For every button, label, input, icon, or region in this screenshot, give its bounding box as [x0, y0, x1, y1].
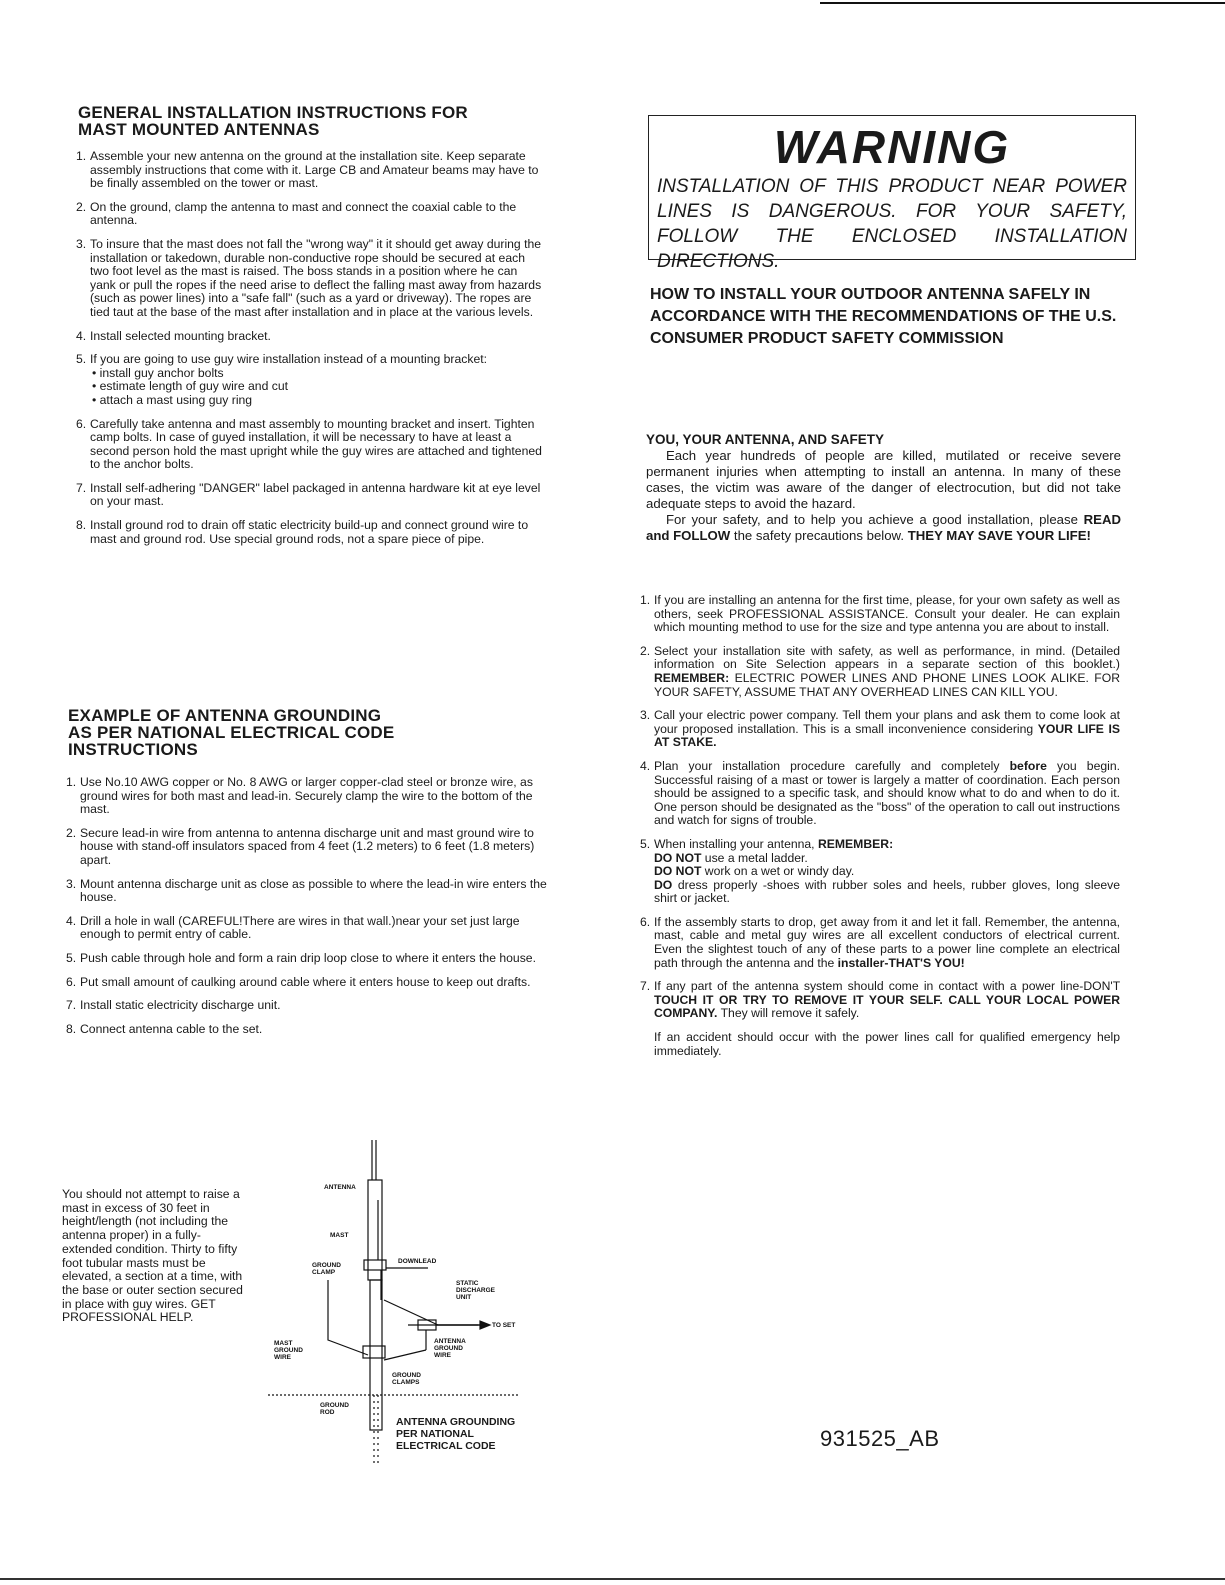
label-antenna-ground-wire: ANTENNA GROUND WIRE [434, 1338, 466, 1359]
item-text: Install selected mounting bracket. [90, 328, 271, 343]
item-emphasis: YOUR LIFE IS AT STAKE. [654, 721, 1121, 750]
item-emphasis: before [1009, 758, 1047, 773]
list-item [66, 952, 556, 966]
general-title-line1: GENERAL INSTALLATION INSTRUCTIONS FOR [78, 103, 468, 122]
item-emphasis: REMEMBER: [817, 836, 894, 851]
grounding-title-line3: INSTRUCTIONS [68, 740, 198, 759]
list-item [66, 827, 556, 868]
item-number: 5. [640, 836, 651, 851]
safety-item [640, 838, 1120, 906]
item-number: 5. [76, 352, 87, 367]
item-subline [654, 879, 1120, 906]
item-number: 8. [76, 518, 87, 533]
item-number: 4. [640, 758, 651, 773]
item-text: If the assembly starts to drop, get away from it and let it fall. Remember, the antenna, mast, cable and metal guy wires are all excellent conductors of electrical current. Even the slightest touch of any of these parts to a power line complete an electrical path through the antenna and the [654, 914, 1120, 970]
item-text: Assemble your new antenna on the ground at the installation site. Keep separate assembly instructions that come with it. Large CB and Amateur beams may have to be finally assembled on the tower or mast. [90, 149, 539, 191]
document-number: 931525_AB [820, 1426, 940, 1451]
safety-item [640, 916, 1120, 970]
item-number: 3. [640, 708, 651, 723]
safety-section [646, 432, 1121, 544]
item-emphasis: installer-THAT'S YOU! [837, 955, 965, 970]
item-text: Select your installation site with safety, as well as performance, in mind. (Detailed information on Site Selection appears in a separate section of this booklet.) [654, 643, 1120, 672]
intro-2c: the safety precautions below. [733, 528, 905, 543]
label-antenna: ANTENNA [324, 1184, 356, 1191]
item-text: Install static electricity discharge unit. [80, 998, 281, 1013]
item-text: If any part of the antenna system should come in contact with a power line-DON'T [654, 979, 1120, 994]
item-text: Connect antenna cable to the set. [80, 1021, 263, 1036]
list-item [76, 201, 546, 228]
item-number: 7. [66, 998, 77, 1013]
item-text: Push cable through hole and form a rain drip loop close to where it enters the house. [80, 950, 536, 965]
safety-items [640, 594, 1120, 1068]
safety-item [640, 645, 1120, 699]
label-mast: MAST [330, 1232, 349, 1239]
diagram-caption-line2: PER NATIONAL [396, 1428, 474, 1440]
item-text: Install ground rod to drain off static electricity build-up and connect ground wire to mast and ground rod. Use special ground rods, not a spare piece of pipe. [90, 518, 529, 546]
list-item [66, 1023, 556, 1037]
grounding-title-line2: AS PER NATIONAL ELECTRICAL CODE [68, 723, 395, 742]
intro-2a: For your safety, and to help you achieve a good installation, please [666, 512, 1078, 527]
item-number: 7. [76, 480, 87, 495]
item-text: On the ground, clamp the antenna to mast and connect the coaxial cable to the antenna. [90, 199, 517, 228]
list-item [76, 482, 546, 509]
item-number: 3. [66, 876, 77, 891]
sub-item: • estimate length of guy wire and cut [92, 379, 288, 394]
diagram-caption-line3: ELECTRICAL CODE [396, 1440, 496, 1452]
label-to-set: TO SET [492, 1322, 516, 1329]
list-item [76, 238, 546, 320]
label-ground-clamp: GROUND CLAMP [312, 1262, 341, 1276]
item-subline [654, 865, 1120, 879]
safety-item [640, 980, 1120, 1021]
item-number: 2. [640, 643, 651, 658]
intro-2b: READ and FOLLOW [646, 512, 1121, 543]
general-title-line2: MAST MOUNTED ANTENNAS [78, 120, 320, 139]
grounding-diagram [268, 1140, 568, 1470]
list-item [66, 878, 556, 905]
list-item [76, 519, 546, 546]
item-text: Install self-adhering "DANGER" label packaged in antenna hardware kit at eye level on your mast. [90, 480, 541, 509]
item-emphasis: REMEMBER: [654, 670, 730, 685]
general-steps [76, 150, 546, 556]
warning-text: INSTALLATION OF THIS PRODUCT NEAR POWER LINES IS DANGEROUS. FOR YOUR SAFETY, FOLLOW THE ENCLOSED INSTALLATION DIRECTIONS. [657, 176, 1127, 272]
diagram-caption-line1: ANTENNA GROUNDING [396, 1416, 516, 1428]
item-number: 6. [66, 974, 77, 989]
list-item [76, 418, 546, 472]
item-number: 1. [76, 149, 87, 163]
sub-item: • install guy anchor bolts [92, 365, 224, 380]
grounding-steps [66, 776, 556, 1046]
bottom-rule [0, 1578, 1225, 1580]
item-text-cont: They will remove it safely. [720, 1006, 860, 1021]
safety-title: YOU, YOUR ANTENNA, AND SAFETY [646, 432, 885, 447]
item-number: 4. [66, 913, 77, 928]
list-item [66, 915, 556, 942]
item-text: Carefully take antenna and mast assembly to mounting bracket and insert. Tighten camp bolts. In case of guyed installation, it will be necessary to have at least a second person hold the mast upright while the guy wires are attached and tightened to the anchor bolts. [90, 416, 542, 472]
label-static-unit: STATIC DISCHARGE UNIT [456, 1280, 496, 1301]
list-item [76, 150, 546, 191]
item-text: If an accident should occur with the power lines call for qualified emergency help immediately. [654, 1030, 1120, 1058]
item-subline-text: work on a wet or windy day. [704, 864, 855, 879]
item-number: 6. [76, 416, 87, 431]
item-text: To insure that the mast does not fall the "wrong way" it it should get away during the installation or takedown, durable non-conductive rope should be secured at each two foot level as the mast is raised. The boss stands in a position where he can yank or pull the ropes if the need arise to deflect the falling mast away from hazards (such as power lines) into a "safe fall" (such as a yard or driveway). The ropes are tied taut at the base of the mast after installation and in place at the various levels. [90, 236, 542, 319]
item-number: 2. [76, 199, 87, 214]
label-ground-rod: GROUND ROD [320, 1402, 349, 1416]
item-text: When installing your antenna, [654, 836, 815, 851]
side-note: You should not attempt to raise a mast in excess of 30 feet in height/length (not including the antenna proper) in a fully-extended condition. Thirty to fifty foot tubular masts must be elevated, a section at a time, with the base or outer section secured in place with guy wires. GET PROFESSIONAL HELP. [62, 1187, 243, 1325]
item-subline-emphasis: DO NOT [654, 850, 702, 865]
item-text-cont: ELECTRIC POWER LINES AND PHONE LINES LOOK ALIKE. FOR YOUR SAFETY, ASSUME THAT ANY OVERHEAD LINES CAN KILL YOU. [654, 670, 1121, 699]
warning-title: WARNING [773, 121, 1011, 173]
item-number: 3. [76, 236, 87, 251]
item-number: 6. [640, 914, 651, 929]
top-rule [820, 2, 1225, 4]
list-item [66, 776, 556, 817]
item-number: 1. [640, 593, 651, 607]
label-mast-ground-wire: MAST GROUND WIRE [274, 1340, 303, 1361]
item-text: Mount antenna discharge unit as close as possible to where the lead-in wire enters the house. [80, 876, 547, 905]
item-number: 5. [66, 950, 77, 965]
safety-intro-1: Each year hundreds of people are killed, mutilated or receive severe permanent injuries when attempting to install an antenna. In many of these cases, the victim was aware of the danger of electrocution, but did not take adequate steps to avoid the hazard. [646, 448, 1121, 511]
item-text: Drill a hole in wall (CAREFUL!There are wires in that wall.)near your set just large enough to permit entry of cable. [80, 913, 520, 942]
intro-2d: THEY MAY SAVE YOUR LIFE! [907, 528, 1091, 543]
item-number: 7. [640, 979, 651, 994]
list-item [66, 999, 556, 1013]
item-subline-text: use a metal ladder. [704, 850, 808, 865]
grounding-heading [68, 707, 548, 758]
item-text-cont: you begin. Successful raising of a mast or tower is largely a matter of coordination. Each person should be assigned to a specific task, and should know what to do and when to do it. One person should be designated as the "boss" of the operation to call out instructions and watch for signs of trouble. [654, 758, 1121, 828]
safety-intro-2 [646, 512, 1121, 544]
howto-heading: HOW TO INSTALL YOUR OUTDOOR ANTENNA SAFELY IN ACCORDANCE WITH THE RECOMMENDATIONS OF THE U.S. CONSUMER PRODUCT SAFETY COMMISSION [650, 286, 1117, 347]
item-emphasis: TOUCH IT OR TRY TO REMOVE IT YOUR SELF. CALL YOUR LOCAL POWER COMPANY. [654, 992, 1120, 1021]
label-downlead: DOWNLEAD [398, 1258, 437, 1265]
label-ground-clamps: GROUND CLAMPS [392, 1372, 421, 1386]
grounding-title-line1: EXAMPLE OF ANTENNA GROUNDING [68, 706, 382, 725]
item-text: If you are going to use guy wire installation instead of a mounting bracket: [90, 352, 488, 367]
item-text: Secure lead-in wire from antenna to antenna discharge unit and mast ground wire to house with stand-off insulators spaced from 4 feet (1.2 meters) to 6 feet (1.8 meters) apart. [80, 825, 535, 867]
item-number: 1. [66, 775, 77, 789]
item-subline-text: dress properly -shoes with rubber soles and heels, rubber gloves, long sleeve shirt or jacket. [654, 877, 1120, 906]
sub-item: • attach a mast using guy ring [92, 392, 253, 407]
item-number: 8. [66, 1021, 77, 1036]
item-number: 2. [66, 825, 77, 840]
safety-item [640, 1031, 1120, 1058]
item-number: 4. [76, 328, 87, 343]
item-subline [654, 852, 1120, 866]
item-text: Call your electric power company. Tell them your plans and ask them to come look at your proposed installation. This is a small inconvenience considering [654, 708, 1120, 736]
safety-item [640, 709, 1120, 750]
list-item [76, 353, 546, 407]
item-subline-emphasis: DO NOT [654, 864, 702, 879]
list-item [66, 976, 556, 990]
safety-item [640, 760, 1120, 828]
item-text: Use No.10 AWG copper or No. 8 AWG or larger copper-clad steel or bronze wire, as ground wires for both mast and lead-in. Securely clamp the wire to the bottom of the mast. [80, 775, 533, 817]
item-text: If you are installing an antenna for the first time, please, for your own safety as well as others, seek PROFESSIONAL ASSISTANCE. Consult your dealer. He can explain which mounting method to use for the size and type antenna you are about to install. [654, 593, 1120, 635]
item-text: Plan your installation procedure carefully and completely [654, 758, 1000, 773]
item-text: Put small amount of caulking around cable where it enters house to keep out drafts. [80, 974, 531, 989]
item-subline-emphasis: DO [654, 877, 673, 892]
warning-box [648, 115, 1136, 272]
general-instructions [78, 104, 558, 138]
safety-item [640, 594, 1120, 635]
list-item [76, 330, 546, 344]
